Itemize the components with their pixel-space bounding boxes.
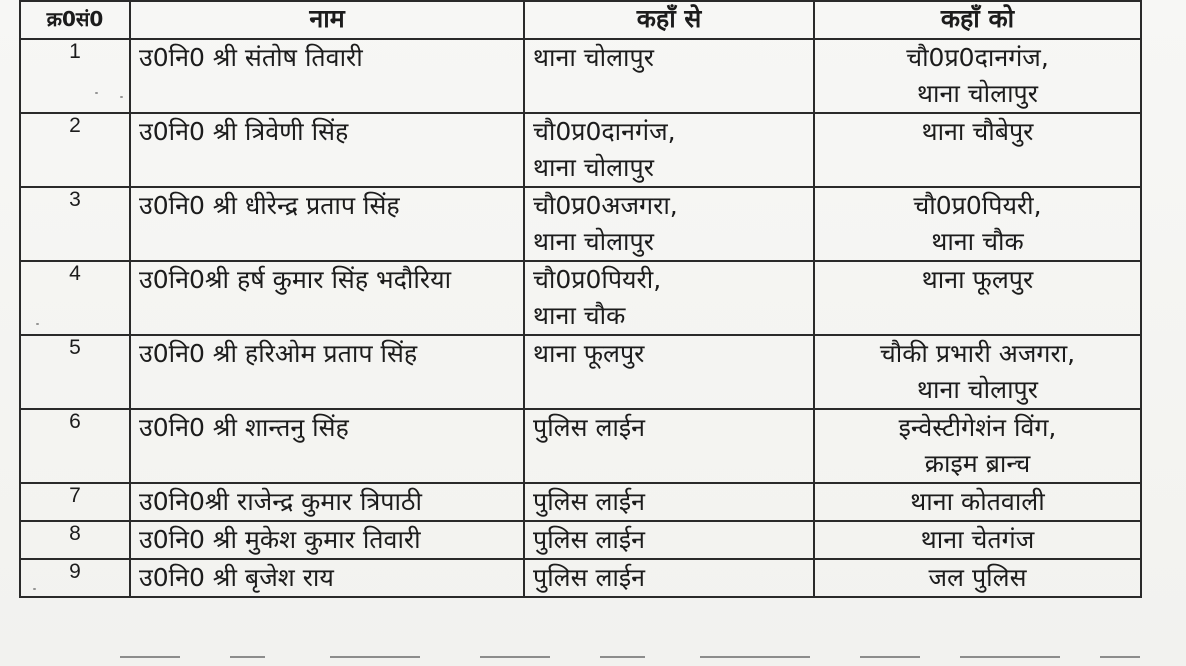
- to-location: [814, 521, 1141, 559]
- table-row: [20, 39, 1141, 113]
- officer-name: उ0नि0 श्री धीरेन्द्र प्रताप सिंह: [130, 187, 524, 261]
- to-location-line: चौ0प्र0पियरी,: [913, 191, 1042, 220]
- serial-number: 7: [20, 483, 130, 521]
- from-location: [524, 521, 814, 559]
- table-row: [20, 559, 1141, 597]
- table-body: [20, 39, 1141, 597]
- to-location-line: थाना चोलापुर: [917, 79, 1038, 108]
- to-location-line: चौकी प्रभारी अजगरा,: [879, 339, 1076, 368]
- officer-name: उ0नि0श्री राजेन्द्र कुमार त्रिपाठी: [130, 483, 524, 521]
- scan-speck: [95, 92, 98, 94]
- to-location-line: थाना फूलपुर: [921, 265, 1034, 294]
- to-location: [814, 113, 1141, 187]
- to-location-line: थाना चौक: [931, 227, 1024, 256]
- officer-name: उ0नि0 श्री मुकेश कुमार तिवारी: [130, 521, 524, 559]
- serial-number: 8: [20, 521, 130, 559]
- serial-number: 2: [20, 113, 130, 187]
- serial-number: 6: [20, 409, 130, 483]
- from-location: [524, 187, 814, 261]
- to-location-line: थाना कोतवाली: [910, 487, 1045, 516]
- serial-number: 9: [20, 559, 130, 597]
- to-location-line: चौ0प्र0दानगंज,: [906, 43, 1049, 72]
- to-location-line: क्राइम ब्रान्च: [924, 449, 1031, 478]
- table-row: [20, 335, 1141, 409]
- from-location-line: थाना चोलापुर: [533, 43, 654, 72]
- to-location: [814, 483, 1141, 521]
- from-location: [524, 113, 814, 187]
- table-row: [20, 483, 1141, 521]
- cut-off-next-paragraph: [0, 652, 1186, 666]
- from-location: [524, 335, 814, 409]
- to-location: [814, 39, 1141, 113]
- officer-name: उ0नि0 श्री बृजेश राय: [130, 559, 524, 597]
- from-location-line: चौ0प्र0अजगरा,: [533, 191, 678, 220]
- transfer-table: [19, 0, 1142, 598]
- header-serial: क्र0सं0: [20, 1, 130, 39]
- from-location-line: चौ0प्र0दानगंज,: [533, 117, 676, 146]
- officer-name: उ0नि0 श्री त्रिवेणी सिंह: [130, 113, 524, 187]
- to-location-line: इन्वेस्टीगेशंन विंग,: [898, 413, 1057, 442]
- from-location-line: पुलिस लाईन: [533, 525, 646, 554]
- to-location: [814, 559, 1141, 597]
- serial-number: 4: [20, 261, 130, 335]
- to-location-line: जल पुलिस: [928, 563, 1027, 592]
- officer-name: उ0नि0 श्री हरिओम प्रताप सिंह: [130, 335, 524, 409]
- scan-speck: [120, 96, 123, 98]
- to-location-line: थाना चोलापुर: [917, 375, 1038, 404]
- from-location: [524, 409, 814, 483]
- serial-number: 3: [20, 187, 130, 261]
- serial-number: 5: [20, 335, 130, 409]
- table-row: [20, 113, 1141, 187]
- from-location-line: पुलिस लाईन: [533, 413, 646, 442]
- from-location-line: थाना चोलापुर: [533, 227, 654, 256]
- header-to: कहाँ को: [814, 1, 1141, 39]
- table-header-row: [20, 1, 1141, 39]
- scan-speck: [36, 323, 39, 325]
- to-location-line: थाना चेतगंज: [920, 525, 1035, 554]
- header-from: कहाँ से: [524, 1, 814, 39]
- from-location-line: पुलिस लाईन: [533, 563, 646, 592]
- from-location-line: थाना चोलापुर: [533, 153, 654, 182]
- from-location: [524, 39, 814, 113]
- officer-name: उ0नि0 श्री संतोष तिवारी: [130, 39, 524, 113]
- officer-name: उ0नि0श्री हर्ष कुमार सिंह भदौरिया: [130, 261, 524, 335]
- from-location-line: चौ0प्र0पियरी,: [533, 265, 662, 294]
- table-row: [20, 261, 1141, 335]
- from-location-line: थाना चौक: [533, 301, 626, 330]
- to-location-line: थाना चौबेपुर: [921, 117, 1034, 146]
- to-location: [814, 335, 1141, 409]
- to-location: [814, 187, 1141, 261]
- officer-name: उ0नि0 श्री शान्तनु सिंह: [130, 409, 524, 483]
- table-row: [20, 187, 1141, 261]
- from-location: [524, 483, 814, 521]
- to-location: [814, 261, 1141, 335]
- from-location-line: थाना फूलपुर: [533, 339, 645, 368]
- table-row: [20, 521, 1141, 559]
- scan-speck: [33, 588, 36, 590]
- from-location-line: पुलिस लाईन: [533, 487, 646, 516]
- from-location: [524, 559, 814, 597]
- to-location: [814, 409, 1141, 483]
- table-row: [20, 409, 1141, 483]
- from-location: [524, 261, 814, 335]
- header-name: नाम: [130, 1, 524, 39]
- serial-number: 1: [20, 39, 130, 113]
